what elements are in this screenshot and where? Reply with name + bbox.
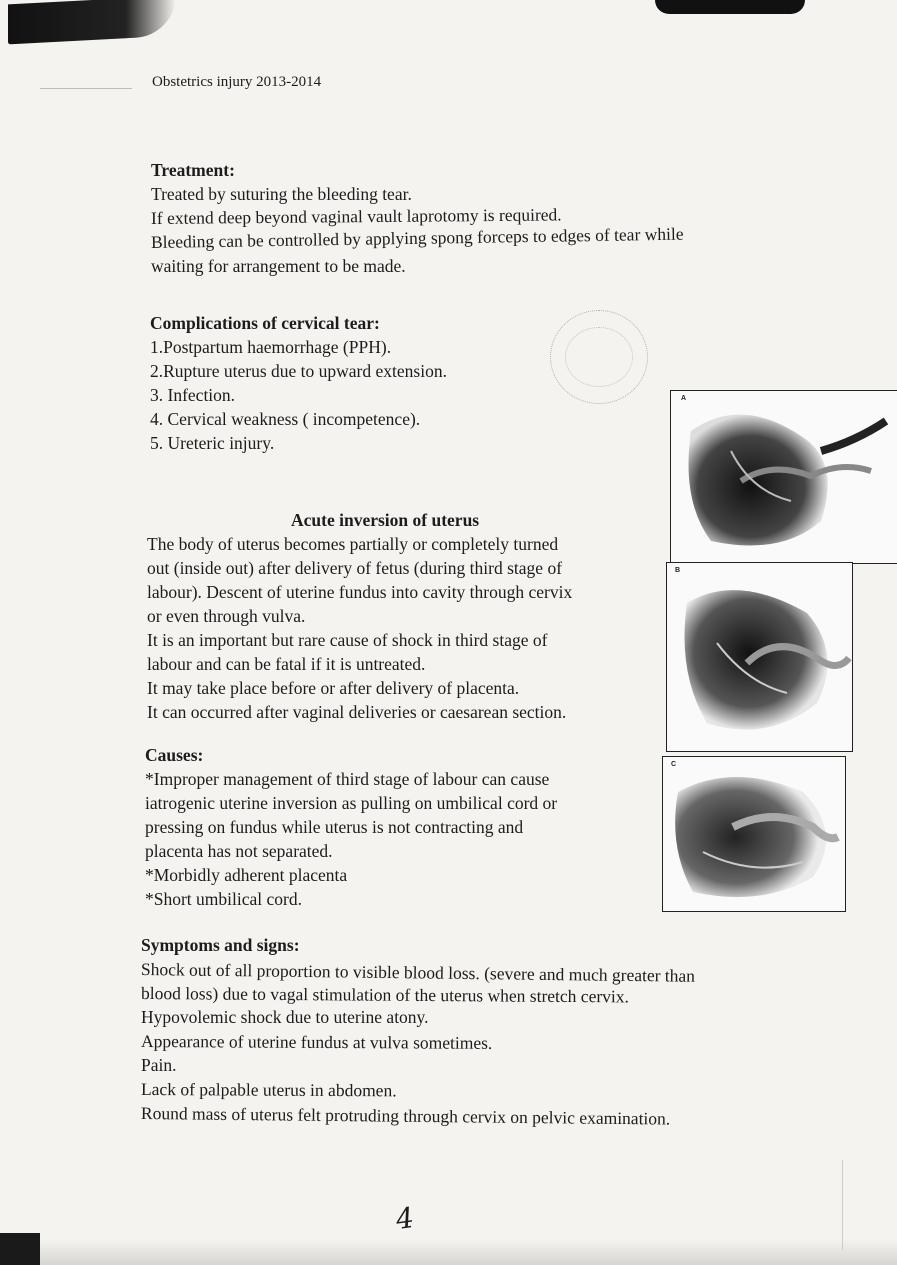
- complication-item: 4. Cervical weakness ( incompetence).: [150, 409, 421, 429]
- inversion-heading: Acute inversion of uterus: [291, 510, 480, 530]
- treatment-heading: Treatment:: [151, 160, 235, 180]
- figure-c-illustration: [663, 757, 845, 911]
- figure-label-b: B: [675, 567, 681, 574]
- symptoms-section: [140, 933, 696, 1129]
- treatment-line: Treated by suturing the bleeding tear.: [151, 184, 412, 204]
- page-number: 4: [393, 1200, 417, 1237]
- cause-line: placenta has not separated.: [145, 841, 333, 861]
- figure-label-c: C: [671, 761, 677, 768]
- complications-section: [150, 311, 447, 455]
- treatment-line: waiting for arrangement to be made.: [151, 256, 406, 276]
- inversion-line: labour and can be fatal if it is untreated.: [147, 654, 426, 674]
- cause-line: iatrogenic uterine inversion as pulling on umbilical cord or: [145, 793, 558, 813]
- cause-line: pressing on fundus while uterus is not contracting and: [145, 817, 524, 837]
- treatment-line: If extend deep beyond vaginal vault laprotomy is required.: [150, 204, 562, 228]
- symptom-line: Shock out of all proportion to visible blood loss. (severe and much greater than: [140, 959, 696, 986]
- scan-shadow-bottom: [40, 1239, 897, 1265]
- symptom-line: Round mass of uterus felt protruding through cervix on pelvic examination.: [140, 1103, 671, 1129]
- figure-label-a: A: [681, 395, 687, 402]
- inversion-heading-wrap: [291, 508, 479, 532]
- figure-b-illustration: [667, 563, 852, 751]
- figure-panel-c: [662, 756, 846, 912]
- inversion-line: labour). Descent of uterine fundus into cavity through cervix: [147, 582, 573, 602]
- figure-panel-b: [666, 562, 853, 752]
- symptoms-heading: Symptoms and signs:: [141, 935, 300, 955]
- scan-shadow-top-right: [655, 0, 805, 14]
- scan-edge-line: [842, 1160, 843, 1250]
- faded-stamp: [550, 310, 648, 404]
- scan-shadow-top-left: [8, 0, 176, 44]
- treatment-line: Bleeding can be controlled by applying spong forceps to edges of tear while: [150, 223, 684, 252]
- inversion-line: It is an important but rare cause of shock in third stage of: [147, 630, 548, 650]
- scan-shadow-bottom-left: [0, 1233, 40, 1265]
- complication-item: 5. Ureteric injury.: [150, 433, 275, 453]
- figure-a-illustration: [671, 391, 897, 563]
- cause-line: *Morbidly adherent placenta: [145, 865, 348, 885]
- uterine-inversion-figure: [662, 390, 897, 912]
- complications-heading: Complications of cervical tear:: [150, 313, 380, 333]
- causes-heading: Causes:: [145, 745, 204, 765]
- symptom-line: Lack of palpable uterus in abdomen.: [140, 1079, 397, 1101]
- page-header: Obstetrics injury 2013-2014: [152, 74, 322, 90]
- figure-panel-a: [670, 390, 897, 564]
- causes-section: [145, 743, 557, 911]
- inversion-line: or even through vulva.: [147, 606, 306, 626]
- symptom-line: blood loss) due to vagal stimulation of the uterus when stretch cervix.: [140, 983, 630, 1007]
- symptom-line: Appearance of uterine fundus at vulva sometimes.: [140, 1031, 493, 1053]
- complication-item: 3. Infection.: [150, 385, 236, 405]
- inversion-line: The body of uterus becomes partially or completely turned: [147, 534, 559, 554]
- symptom-line: Pain.: [141, 1055, 177, 1075]
- inversion-line: It can occurred after vaginal deliveries or caesarean section.: [147, 702, 567, 722]
- complication-item: 2.Rupture uterus due to upward extension.: [150, 361, 447, 381]
- inversion-section: [147, 532, 572, 724]
- header-rule: [40, 88, 132, 89]
- treatment-section: [151, 158, 684, 278]
- cause-line: *Short umbilical cord.: [145, 889, 302, 909]
- inversion-line: It may take place before or after delivery of placenta.: [147, 678, 520, 698]
- complication-item: 1.Postpartum haemorrhage (PPH).: [150, 337, 392, 357]
- symptom-line: Hypovolemic shock due to uterine atony.: [141, 1007, 429, 1027]
- cause-line: *Improper management of third stage of labour can cause: [145, 769, 550, 789]
- inversion-line: out (inside out) after delivery of fetus (during third stage of: [147, 558, 563, 578]
